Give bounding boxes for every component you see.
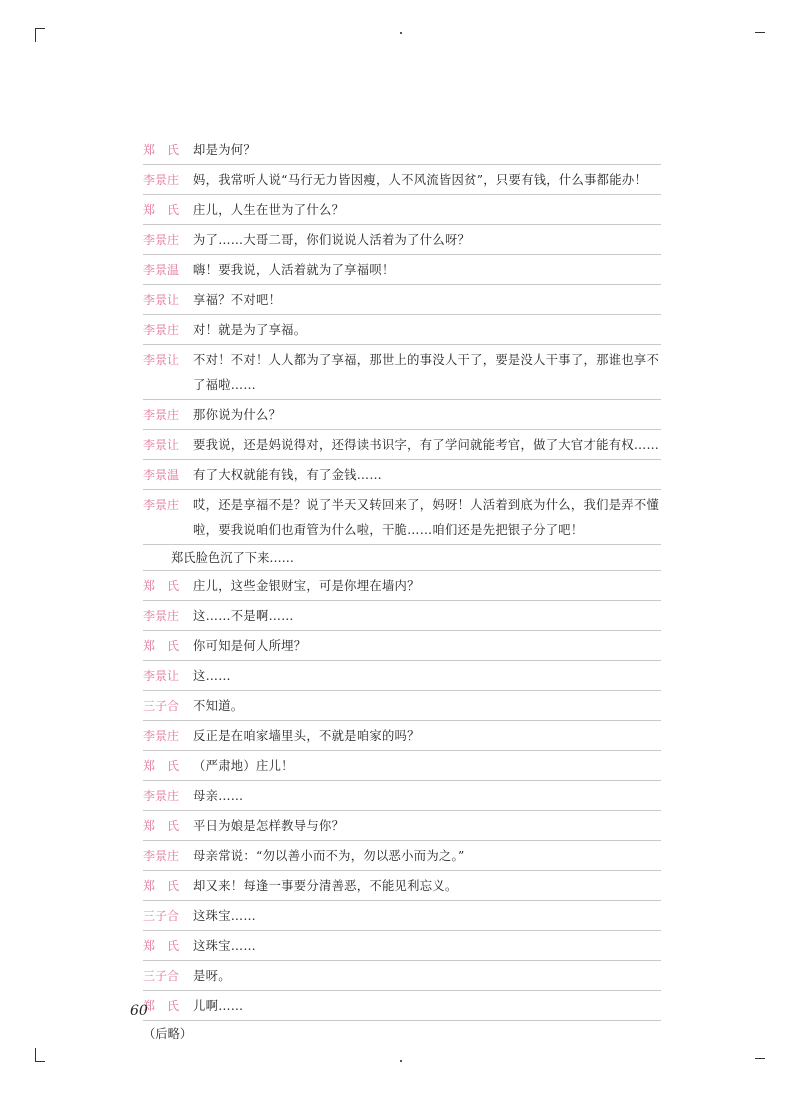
dialogue-line	[143, 661, 661, 691]
speaker-name: 李景温	[143, 263, 180, 277]
speech-text: 那你说为什么？	[193, 408, 282, 422]
speaker-name: 李景庄	[143, 609, 180, 623]
dialogue-line	[143, 400, 661, 430]
dialogue-line	[143, 631, 661, 661]
speaker-name: 郑 氏	[143, 879, 180, 893]
crop-mark-bottom-right-h	[755, 1058, 765, 1059]
speaker-name: 李景庄	[143, 789, 180, 803]
speaker-name: 三子合	[143, 969, 180, 983]
registration-dot-bottom	[400, 1060, 402, 1062]
speech-text: 庄儿，人生在世为了什么？	[193, 203, 345, 217]
dialogue-line	[143, 285, 661, 315]
dialogue-line	[143, 571, 661, 601]
speech-text: 儿啊……	[193, 999, 244, 1013]
dialogue-line	[143, 195, 661, 225]
speech-text: 反正是在咱家墙里头，不就是咱家的吗？	[193, 729, 420, 743]
speech-text: 庄儿，这些金银财宝，可是你埋在墙内？	[193, 579, 420, 593]
speech-text: 哎，还是享福不是？说了半天又转回来了，妈呀！人活着到底为什么，我们是弄不懂啦，要我说咱们也甭管为什么啦，干脆……咱们还是先把银子分了吧！	[193, 498, 660, 537]
speaker-name: 李景庄	[143, 849, 180, 863]
speech-text: 这……不是啊……	[193, 609, 294, 623]
crop-mark-bottom-left-v	[35, 1048, 36, 1062]
speaker-name: 李景让	[143, 293, 180, 307]
speaker-name: 郑 氏	[143, 203, 180, 217]
speaker-name: 郑 氏	[143, 819, 180, 833]
speaker-name: 李景让	[143, 353, 180, 367]
dialogue-line	[143, 255, 661, 285]
dialogue-line	[143, 931, 661, 961]
dialogue-block-1	[143, 135, 661, 545]
speech-text: 对！就是为了享福。	[193, 323, 307, 337]
dialogue-line	[143, 781, 661, 811]
dialogue-line	[143, 721, 661, 751]
speech-text: （严肃地）庄儿！	[193, 759, 294, 773]
registration-dot-top	[400, 32, 402, 34]
omission-note: （后略）	[143, 1027, 193, 1041]
page-number: 60	[130, 1003, 148, 1019]
speaker-name: 李景温	[143, 468, 180, 482]
crop-mark-top-left-v	[35, 28, 36, 42]
speaker-name: 郑 氏	[143, 759, 180, 773]
dialogue-line	[143, 691, 661, 721]
speaker-name: 三子合	[143, 699, 180, 713]
dialogue-line	[143, 991, 661, 1021]
speech-text: 你可知是何人所埋？	[193, 639, 307, 653]
speech-text: 为了……大哥二哥，你们说说人活着为了什么呀？	[193, 233, 471, 247]
dialogue-line	[143, 345, 661, 400]
script-body	[143, 135, 661, 1044]
speaker-name: 李景庄	[143, 498, 180, 512]
dialogue-line	[143, 961, 661, 991]
speaker-name: 李景庄	[143, 233, 180, 247]
speech-text: 这……	[193, 669, 231, 683]
dialogue-line	[143, 460, 661, 490]
speaker-name: 郑 氏	[143, 639, 180, 653]
speech-text: 妈，我常听人说“马行无力皆因瘦，人不风流皆因贫”，只要有钱，什么事都能办！	[193, 173, 648, 187]
dialogue-line	[143, 751, 661, 781]
speaker-name: 郑 氏	[143, 939, 180, 953]
stage-direction: 郑氏脸色沉了下来……	[143, 545, 661, 571]
dialogue-line	[143, 841, 661, 871]
dialogue-line	[143, 135, 661, 165]
speech-text: 却是为何？	[193, 143, 256, 157]
speech-text: 这珠宝……	[193, 939, 256, 953]
speaker-name: 李景让	[143, 438, 180, 452]
speech-text: 享福？不对吧！	[193, 293, 282, 307]
speech-text: 嗨！要我说，人活着就为了享福呗！	[193, 263, 395, 277]
speech-text: 不对！不对！人人都为了享福，那世上的事没人干了，要是没人干事了，那谁也享不了福啦……	[193, 353, 660, 392]
speaker-name: 李景庄	[143, 729, 180, 743]
speaker-name: 郑 氏	[143, 143, 180, 157]
dialogue-line	[143, 901, 661, 931]
speaker-name: 李景让	[143, 669, 180, 683]
crop-mark-bottom-left-h	[35, 1061, 45, 1062]
speech-text: 不知道。	[193, 699, 244, 713]
dialogue-block-2	[143, 571, 661, 1021]
dialogue-line	[143, 601, 661, 631]
speech-text: 是呀。	[193, 969, 231, 983]
speech-text: 要我说，还是妈说得对，还得读书识字，有了学问就能考官，做了大官才能有权……	[193, 438, 660, 452]
speaker-name: 李景庄	[143, 323, 180, 337]
dialogue-line	[143, 315, 661, 345]
speaker-name: 三子合	[143, 909, 180, 923]
dialogue-line	[143, 871, 661, 901]
speech-text: 母亲常说：“勿以善小而不为，勿以恶小而为之。”	[193, 849, 465, 863]
crop-mark-top-right-h	[755, 32, 765, 33]
speaker-name: 郑 氏	[143, 579, 180, 593]
dialogue-line	[143, 811, 661, 841]
speaker-name: 郑 氏	[143, 999, 180, 1013]
dialogue-line	[143, 430, 661, 460]
crop-mark-top-left-h	[35, 28, 45, 29]
dialogue-line	[143, 165, 661, 195]
dialogue-line	[143, 490, 661, 545]
speaker-name: 李景庄	[143, 408, 180, 422]
dialogue-line	[143, 225, 661, 255]
speech-text: 有了大权就能有钱，有了金钱……	[193, 468, 382, 482]
speech-text: 母亲……	[193, 789, 244, 803]
speaker-name: 李景庄	[143, 173, 180, 187]
speech-text: 这珠宝……	[193, 909, 256, 923]
speech-text: 却又来！每逢一事要分清善恶，不能见利忘义。	[193, 879, 458, 893]
speech-text: 平日为娘是怎样教导与你？	[193, 819, 345, 833]
